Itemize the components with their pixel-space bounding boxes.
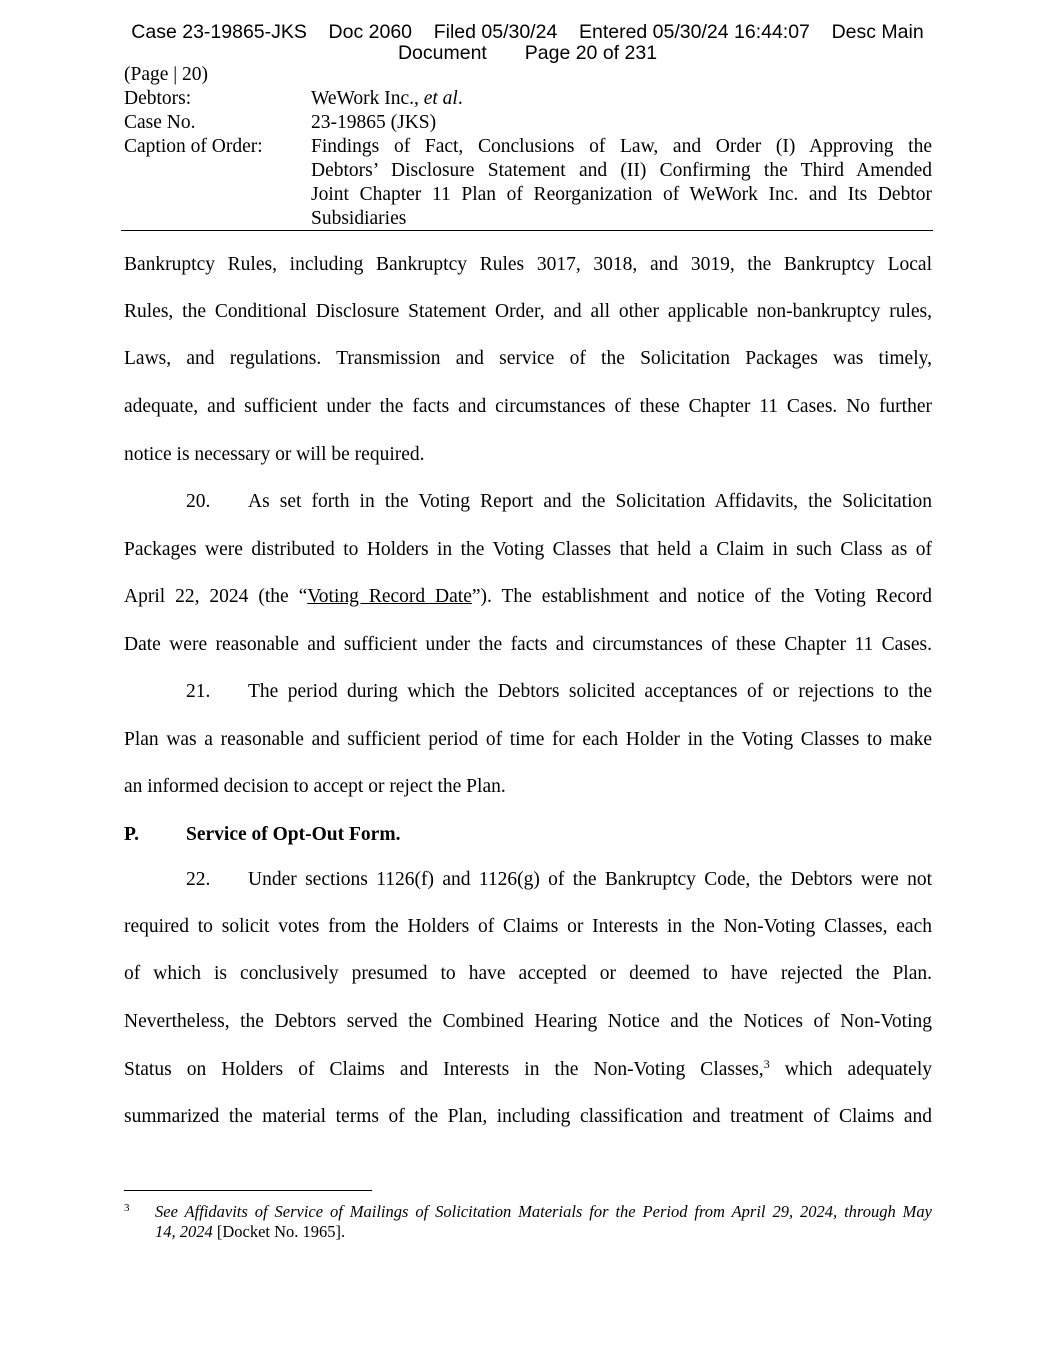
text-line: Plan was a reasonable and sufficient period of time for each Holder in the Voting Classes to make: [124, 729, 932, 750]
text-line: April 22, 2024 (the “Voting Record Date”). The establishment and notice of the Voting Record: [124, 586, 933, 607]
header-divider: [121, 230, 933, 231]
section-title: Service of Opt-Out Form.: [186, 824, 401, 845]
text-line: Bankruptcy Rules, including Bankruptcy Rules 3017, 3018, and 3019, the Bankruptcy Local: [124, 254, 932, 275]
paragraph-text: The period during which the Debtors solicited acceptances of or rejections to the: [248, 681, 932, 702]
footnote-mark: 3: [124, 1202, 130, 1214]
section-heading: [124, 822, 932, 848]
text-line: Laws, and regulations. Transmission and service of the Solicitation Packages was timely,: [124, 348, 932, 369]
footnote-divider: [124, 1190, 372, 1191]
caption-line: Debtors’ Disclosure Statement and (II) Confirming the Third Amended: [311, 160, 932, 181]
case-number-label: Case No.: [124, 112, 196, 133]
text-line: Status on Holders of Claims and Interests in the Non-Voting Classes,$^3$ which adequately: [124, 1057, 932, 1080]
text-line: summarized the material terms of the Plan, including classification and treatment of Claims and: [124, 1106, 932, 1127]
caption-line: Findings of Fact, Conclusions of Law, and Order (I) Approving the: [311, 136, 932, 157]
paragraph-21-first-line: [124, 679, 932, 705]
text-line: adequate, and sufficient under the facts and circumstances of these Chapter 11 Cases. No further: [124, 396, 932, 417]
text-line: notice is necessary or will be required.: [124, 444, 425, 465]
text-line: Rules, the Conditional Disclosure Statement Order, and all other applicable non-bankruptcy rules,: [124, 301, 932, 322]
caption-label: Caption of Order:: [124, 136, 263, 157]
debtors-value: WeWork Inc., et al.: [311, 88, 463, 109]
filing-stamp-line1: Case 23-19865-JKS Doc 2060 Filed 05/30/24 Entered 05/30/24 16:44:07 Desc Main: [131, 21, 924, 43]
paragraph-text: Under sections 1126(f) and 1126(g) of the Bankruptcy Code, the Debtors were not: [248, 869, 932, 890]
text-line: Nevertheless, the Debtors served the Combined Hearing Notice and the Notices of Non-Voting: [124, 1011, 932, 1032]
text-line: of which is conclusively presumed to have accepted or deemed to have rejected the Plan.: [124, 963, 932, 984]
section-letter: P.: [124, 824, 139, 845]
paragraph-number: 20.: [186, 491, 211, 512]
footnote-reference[interactable]: 3: [763, 1057, 770, 1071]
caption-value: [311, 135, 932, 231]
paragraph-22-first-line: [124, 867, 932, 893]
paragraph-number: 22.: [186, 869, 211, 890]
defined-term: Voting Record Date: [307, 586, 472, 607]
paragraph-number: 21.: [186, 681, 211, 702]
footnote-text: See Affidavits of Service of Mailings of Solicitation Materials for the Period from April 29, 2024, through May 14, 2024 [Docket No. 1965].: [155, 1202, 932, 1241]
page-reference: (Page | 20): [124, 64, 209, 85]
case-number-value: 23-19865 (JKS): [311, 112, 437, 133]
text-line: Date were reasonable and sufficient under the facts and circumstances of these Chapter 11 Cases.: [124, 634, 932, 655]
text-line: an informed decision to accept or reject the Plan.: [124, 776, 506, 797]
text-line: Packages were distributed to Holders in the Voting Classes that held a Claim in such Class as of: [124, 539, 932, 560]
debtors-label: Debtors:: [124, 88, 192, 109]
paragraph-20-first-line: [124, 489, 932, 515]
caption-line: Joint Chapter 11 Plan of Reorganization of WeWork Inc. and Its Debtor: [311, 184, 932, 205]
filing-stamp-line2: Document Page 20 of 231: [397, 42, 658, 64]
paragraph-text: As set forth in the Voting Report and the Solicitation Affidavits, the Solicitation: [248, 491, 932, 512]
caption-line: Subsidiaries: [311, 208, 407, 229]
text-line: required to solicit votes from the Holders of Claims or Interests in the Non-Voting Classes, each: [124, 916, 932, 937]
